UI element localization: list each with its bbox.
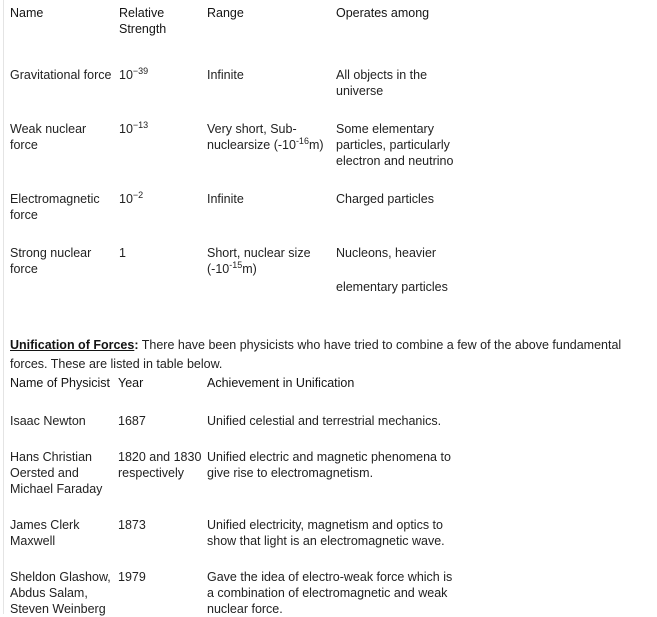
- force-relative-strength: [119, 99, 207, 169]
- operates-line: universe: [336, 84, 384, 98]
- operates-line: particles, particularly: [336, 138, 450, 152]
- force-name-line: Strong nuclear: [10, 246, 92, 260]
- force-range: [207, 223, 336, 295]
- range-unit: m): [242, 262, 257, 276]
- force-name-line: force: [10, 138, 38, 152]
- column-header-relative-strength: [119, 5, 207, 37]
- column-header-operates-among: Operates among: [336, 6, 430, 20]
- column-header-achievement: Achievement in Unification: [207, 376, 355, 390]
- table-row: [10, 549, 650, 617]
- force-name: [10, 169, 119, 223]
- column-header-name: Name: [10, 6, 44, 20]
- table-row: [10, 169, 650, 223]
- force-range: [207, 99, 336, 169]
- force-relative-strength: [119, 223, 207, 295]
- table-header-row: [10, 375, 650, 391]
- unification-achievement: Unified celestial and terrestrial mechanics.: [207, 414, 442, 428]
- physicist-name-line: Michael Faraday: [10, 482, 103, 496]
- physicist-name-line: Hans Christian: [10, 450, 92, 464]
- physicist-name: [10, 497, 118, 549]
- operates-line: All objects in the: [336, 68, 428, 82]
- unification-paragraph-body: There have been physicists who have tried to combine a few of the above fundamental forces. These are listed in table below.: [10, 337, 622, 371]
- year-line: 1820 and 1830: [118, 450, 202, 464]
- force-name: [10, 223, 119, 295]
- force-range: Infinite: [207, 192, 244, 206]
- physicist-name-line: Sheldon Glashow,: [10, 570, 111, 584]
- physicist-name: Isaac Newton: [10, 414, 86, 428]
- unification-achievement: [207, 549, 650, 617]
- range-line: [207, 259, 257, 276]
- fundamental-forces-table: [10, 5, 650, 295]
- force-operates-among: [336, 223, 650, 295]
- achievement-line: give rise to electromagnetism.: [207, 466, 374, 480]
- physicist-name-line: Steven Weinberg: [10, 602, 106, 616]
- unification-year: 1687: [118, 414, 146, 428]
- force-name-line: force: [10, 208, 38, 222]
- table-row: [10, 223, 650, 295]
- range-text: nuclearsize (-10: [207, 138, 296, 152]
- operates-line: elementary particles: [336, 280, 448, 294]
- force-name-line: force: [10, 262, 38, 276]
- achievement-line: show that light is an electromagnetic wave.: [207, 534, 445, 548]
- unification-achievement: [207, 497, 650, 549]
- range-unit: m): [308, 138, 324, 152]
- force-name-line: Electromagnetic: [10, 192, 100, 206]
- unification-year: 1873: [118, 518, 146, 532]
- unification-paragraph-lead: [10, 338, 139, 352]
- operates-line: Nucleons, heavier: [336, 246, 437, 260]
- unification-achievement: [207, 429, 650, 497]
- achievement-line: Unified electric and magnetic phenomena to: [207, 450, 451, 464]
- unification-paragraph-lead-text: Unification of Forces: [10, 337, 135, 352]
- force-range: Infinite: [207, 68, 244, 82]
- range-exponent: -15: [229, 259, 243, 270]
- unification-year: [118, 429, 207, 497]
- achievement-line: Unified electricity, magnetism and optics to: [207, 518, 443, 532]
- unification-year: 1979: [118, 570, 146, 584]
- unification-paragraph: [10, 336, 651, 374]
- force-operates-among: [336, 99, 650, 169]
- physicist-name: [10, 549, 118, 617]
- force-name-line: Weak nuclear: [10, 122, 87, 136]
- strength-base: 10: [119, 122, 133, 136]
- strength-base: 10: [119, 68, 133, 82]
- strength-exponent: −39: [132, 65, 149, 76]
- force-name: Gravitational force: [10, 68, 112, 82]
- range-line: Short, nuclear size: [207, 246, 311, 260]
- unification-table: [10, 375, 650, 617]
- range-line: [207, 135, 324, 152]
- column-header-relative: Relative: [119, 6, 165, 20]
- physicist-name: [10, 429, 118, 497]
- year-line: respectively: [118, 466, 184, 480]
- column-header-physicist: Name of Physicist: [10, 376, 111, 390]
- table-row: [10, 429, 650, 497]
- strength-exponent: −13: [132, 119, 149, 130]
- unification-paragraph-colon: :: [134, 337, 139, 352]
- force-name: [10, 99, 119, 169]
- operates-line: Some elementary: [336, 122, 434, 136]
- physicist-name-line: James Clerk: [10, 518, 80, 532]
- column-header-strength: Strength: [119, 22, 167, 36]
- physicist-name-line: Oersted and: [10, 466, 79, 480]
- table-header-row: [10, 5, 650, 37]
- physicist-name-line: Maxwell: [10, 534, 56, 548]
- force-operates-among: [336, 37, 650, 99]
- achievement-line: Gave the idea of electro-weak force which is: [207, 570, 453, 584]
- achievement-line: a combination of electromagnetic and weak: [207, 586, 448, 600]
- force-operates-among: Charged particles: [336, 192, 434, 206]
- physicist-name-line: Abdus Salam,: [10, 586, 88, 600]
- table-row: [10, 99, 650, 169]
- table-row: [10, 37, 650, 99]
- force-relative-strength: [119, 169, 207, 223]
- table-row: [10, 497, 650, 549]
- range-exponent: -16: [295, 135, 309, 146]
- range-line: Very short, Sub-: [207, 122, 297, 136]
- operates-line: electron and neutrino: [336, 154, 454, 168]
- strength-exponent: −2: [132, 189, 144, 200]
- left-margin-rule: [3, 0, 4, 614]
- range-text: (-10: [207, 262, 230, 276]
- column-header-range: Range: [207, 6, 244, 20]
- achievement-line: nuclear force.: [207, 602, 283, 616]
- strength-base: 1: [119, 246, 126, 260]
- force-relative-strength: [119, 37, 207, 99]
- strength-base: 10: [119, 192, 133, 206]
- table-row: [10, 391, 650, 429]
- column-header-year: Year: [118, 376, 144, 390]
